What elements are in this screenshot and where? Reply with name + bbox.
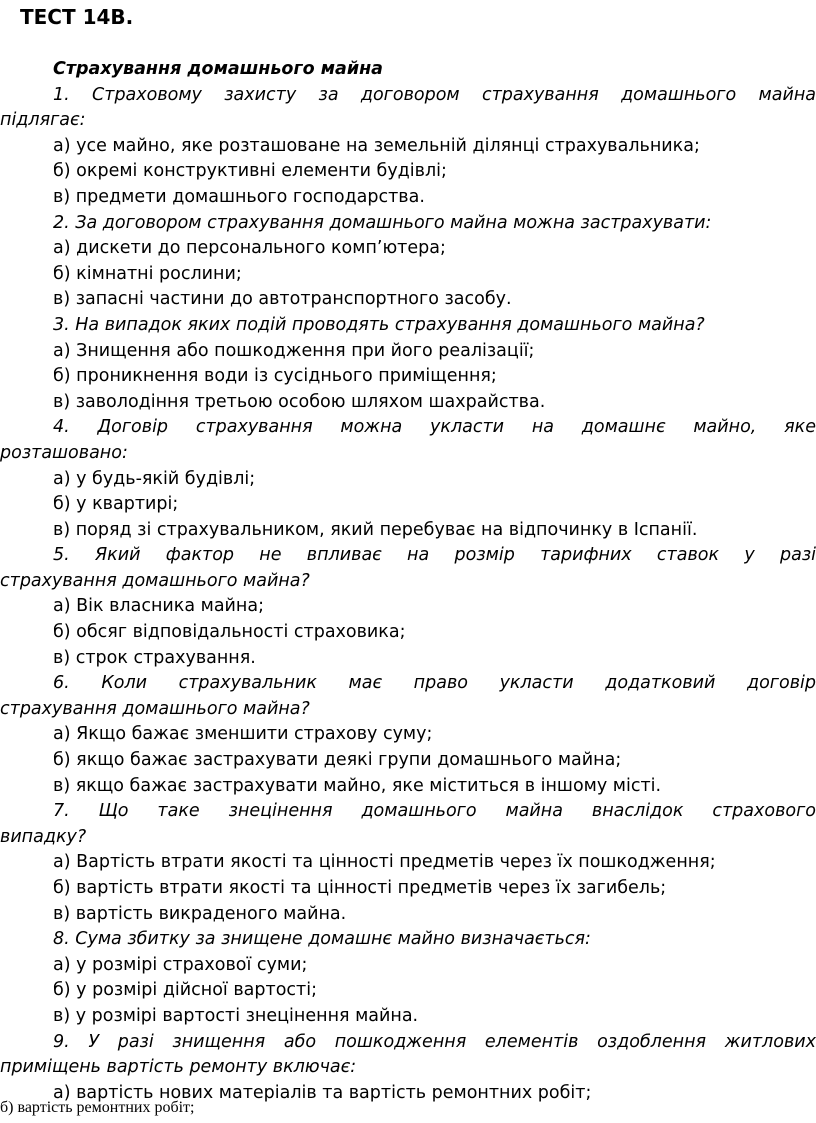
answer-option: а) Якщо бажає зменшити страхову суму;: [53, 724, 433, 745]
options-1: [0, 134, 816, 211]
answer-option: б) якщо бажає застрахувати деякі групи домашнього майна;: [53, 750, 622, 771]
question-text-line: 7. Що таке знецінення домашнього майна внаслідок страхового: [53, 801, 816, 822]
question-text-line: 4. Договір страхування можна укласти на домашнє майно, яке: [53, 417, 816, 438]
answer-option: б) у розмірі дійсної вартості;: [53, 980, 317, 1001]
test-title: ТЕСТ 14В.: [20, 5, 134, 29]
question-1: [0, 83, 816, 134]
question-text-line: розташовано:: [0, 442, 128, 463]
question-7: [0, 799, 816, 850]
answer-option: в) предмети домашнього господарства.: [53, 186, 425, 207]
question-8: [0, 927, 816, 953]
question-text-line: 1. Страховому захисту за договором страхування домашнього майна: [53, 84, 816, 105]
test-content: [0, 57, 816, 1106]
question-text-line: 6. Коли страхувальник має право укласти додатковий договір: [53, 673, 816, 694]
question-4: [0, 415, 816, 466]
question-text-line: страхування домашнього майна?: [0, 570, 310, 591]
question-6: [0, 671, 816, 722]
answer-option: б) у квартирі;: [53, 494, 179, 515]
answer-option: а) у розмірі страхової суми;: [53, 954, 308, 975]
answer-option: в) запасні частини до автотранспортного засобу.: [53, 289, 512, 310]
answer-option: в) заволодіння третьою особою шляхом шахрайства.: [53, 391, 546, 412]
question-text-line: 5. Який фактор не впливає на розмір тарифних ставок у разі: [53, 545, 816, 566]
question-text-line: випадку?: [0, 826, 87, 847]
question-5: [0, 543, 816, 594]
question-text-line: страхування домашнього майна?: [0, 698, 310, 719]
question-text-line: 9. У разі знищення або пошкодження елементів оздоблення житлових: [53, 1031, 816, 1052]
answer-option: б) вартість втрати якості та цінності предметів через їх загибель;: [53, 878, 667, 898]
options-2: [0, 236, 816, 313]
question-3: [0, 313, 816, 339]
answer-option: а) вартість нових матеріалів та вартість ремонтних робіт;: [53, 1082, 592, 1103]
answer-option-serif: б) вартість ремонтних робіт;: [0, 1099, 195, 1116]
options-6: [0, 722, 816, 799]
answer-option: в) вартість викраденого майна.: [53, 903, 347, 924]
answer-option: а) у будь-якій будівлі;: [53, 468, 256, 489]
answer-option: а) Вік власника майна;: [53, 596, 264, 617]
options-5: [0, 594, 816, 671]
options-4: [0, 467, 816, 544]
question-9: [0, 1030, 816, 1081]
answer-option: а) Вартість втрати якості та цінності предметів через їх пошкодження;: [53, 852, 716, 873]
options-7: [0, 850, 816, 927]
question-2: [0, 211, 816, 237]
question-text-line: підлягає:: [0, 110, 86, 131]
section-heading: Страхування домашнього майна: [53, 59, 383, 79]
answer-option: в) строк страхування.: [53, 647, 256, 668]
question-text-line: 2. За договором страхування домашнього майна можна застрахувати:: [53, 212, 712, 233]
answer-option: в) у розмірі вартості знецінення майна.: [53, 1005, 419, 1026]
answer-option: в) поряд зі страхувальником, який перебуває на відпочинку в Іспанії.: [53, 519, 698, 540]
options-8: [0, 953, 816, 1030]
answer-option: б) окремі конструктивні елементи будівлі;: [53, 161, 447, 182]
question-text-line: приміщень вартість ремонту включає:: [0, 1057, 357, 1078]
answer-option: б) кімнатні рослини;: [53, 263, 242, 284]
answer-option: а) Знищення або пошкодження при його реалізації;: [53, 340, 535, 361]
question-text-line: 3. На випадок яких подій проводять страхування домашнього майна?: [53, 314, 705, 335]
question-text-line: 8. Сума збитку за знищене домашнє майно визначається:: [53, 929, 591, 950]
answer-option: а) дискети до персонального комп’ютера;: [53, 238, 446, 259]
options-3: [0, 339, 816, 416]
answer-option: в) якщо бажає застрахувати майно, яке міститься в іншому місті.: [53, 775, 662, 796]
answer-option: б) проникнення води із сусіднього приміщення;: [53, 366, 497, 387]
answer-option: а) усе майно, яке розташоване на земельній ділянці страхувальника;: [53, 135, 700, 156]
answer-option: б) обсяг відповідальності страховика;: [53, 622, 406, 643]
